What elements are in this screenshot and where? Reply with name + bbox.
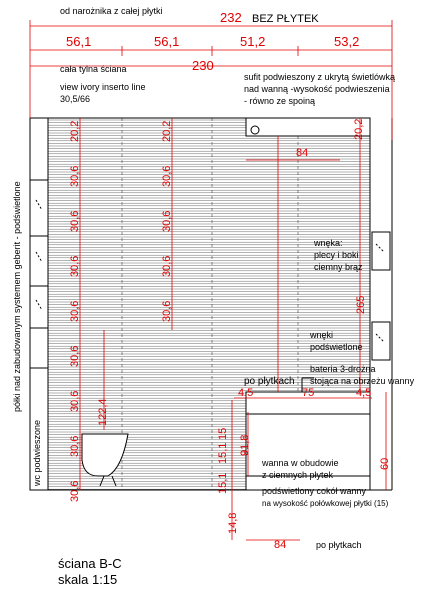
note-niche-3: ciemny brąz bbox=[314, 262, 363, 272]
dim-left-row-7: 30,6 bbox=[69, 435, 81, 457]
dim-height-122: 122,4 bbox=[97, 398, 109, 426]
dim-left-45: 4,5 bbox=[238, 387, 254, 399]
dim-whole-back-wall: 230 bbox=[192, 58, 214, 73]
dim-bath-15c: 15 bbox=[217, 427, 229, 440]
note-after-tiles-bottom: po płytkach bbox=[316, 540, 362, 550]
dim-top-2: 56,1 bbox=[154, 34, 180, 49]
note-no-tiles: BEZ PŁYTEK bbox=[252, 13, 319, 25]
dim-height-148: 14,8 bbox=[227, 512, 239, 534]
dim-right-top: 20,2 bbox=[353, 118, 365, 140]
dim-height-265: 265 bbox=[355, 295, 367, 314]
note-after-tiles: po płytkach bbox=[244, 376, 295, 387]
note-bath-2: z ciemnych płytek bbox=[262, 470, 334, 480]
dim-top-3: 51,2 bbox=[240, 34, 266, 49]
note-niche-1: wnęka: bbox=[314, 238, 343, 248]
dim-bath-15b: 15,1 bbox=[217, 442, 229, 464]
dim-left-row-6: 30,6 bbox=[69, 390, 81, 412]
dim-bottom-84: 84 bbox=[274, 539, 287, 551]
dim-top-4: 53,2 bbox=[334, 34, 360, 49]
note-ceiling: sufit podwieszony z ukrytą świetlówką bbox=[244, 72, 396, 82]
dim-left-row-5: 30,6 bbox=[69, 345, 81, 367]
dim-mid-row-2: 30,6 bbox=[161, 210, 173, 232]
note-niche-lit-1: wnęki bbox=[310, 330, 334, 340]
note-shelves: półki nad zabudowanym systemem geberit - podświetlone bbox=[12, 181, 22, 412]
note-niche-lit-2: podświetlone bbox=[310, 342, 363, 352]
dim-left-row-4: 30,6 bbox=[69, 300, 81, 322]
dim-width-84: 84 bbox=[296, 147, 309, 159]
note-niche-2: plecy i boki bbox=[314, 250, 359, 260]
dim-left-row-2: 30,6 bbox=[69, 210, 81, 232]
dim-left-row-3: 30,6 bbox=[69, 255, 81, 277]
dim-mid-row-0: 20,2 bbox=[161, 120, 173, 142]
note-ceiling-3: - równo ze spoiną bbox=[244, 96, 316, 106]
dim-top-1: 56,1 bbox=[66, 34, 92, 49]
drawing-scale: skala 1:15 bbox=[58, 572, 118, 587]
note-tile-size: 30,5/66 bbox=[60, 94, 91, 104]
dim-mid-row-3: 30,6 bbox=[161, 255, 173, 277]
note-from-corner: od narożnika z całej płytki bbox=[60, 6, 163, 16]
note-faucet-2: stojąca na obrzeżu wanny bbox=[310, 376, 415, 386]
dim-left-row-1: 30,6 bbox=[69, 165, 81, 187]
dim-height-60: 60 bbox=[379, 457, 391, 470]
left-row-labels bbox=[69, 121, 81, 502]
dim-right-45: 4,5 bbox=[356, 387, 372, 399]
dim-bath-15a: 15,1 bbox=[217, 472, 229, 494]
note-wc: wc podwieszone bbox=[32, 419, 42, 486]
dim-mid-row-4: 30,6 bbox=[161, 300, 173, 322]
note-whole-back-wall: cała tylna ściana bbox=[60, 64, 127, 74]
note-total-width: 232 bbox=[220, 10, 242, 25]
dim-bath-918: 91,8 bbox=[239, 434, 251, 456]
drawing-title: ściana B-C bbox=[58, 556, 122, 571]
dim-left-row-0: 20,2 bbox=[69, 120, 81, 142]
note-plinth-1: podświetlony cokół wanny bbox=[262, 486, 367, 496]
dim-mid-row-1: 30,6 bbox=[161, 165, 173, 187]
note-ceiling-2: nad wanną -wysokość podwieszenia bbox=[244, 84, 390, 94]
wall-outline bbox=[30, 118, 392, 490]
dim-left-row-8: 30,6 bbox=[69, 480, 81, 502]
note-plinth-2: na wysokość połówkowej płytki (15) bbox=[262, 499, 389, 508]
dim-mid-75: 75 bbox=[302, 387, 315, 399]
note-faucet-1: bateria 3-drożna bbox=[310, 364, 376, 374]
note-tile-name: view ivory inserto line bbox=[60, 82, 146, 92]
note-bath-1: wanna w obudowie bbox=[262, 458, 339, 468]
